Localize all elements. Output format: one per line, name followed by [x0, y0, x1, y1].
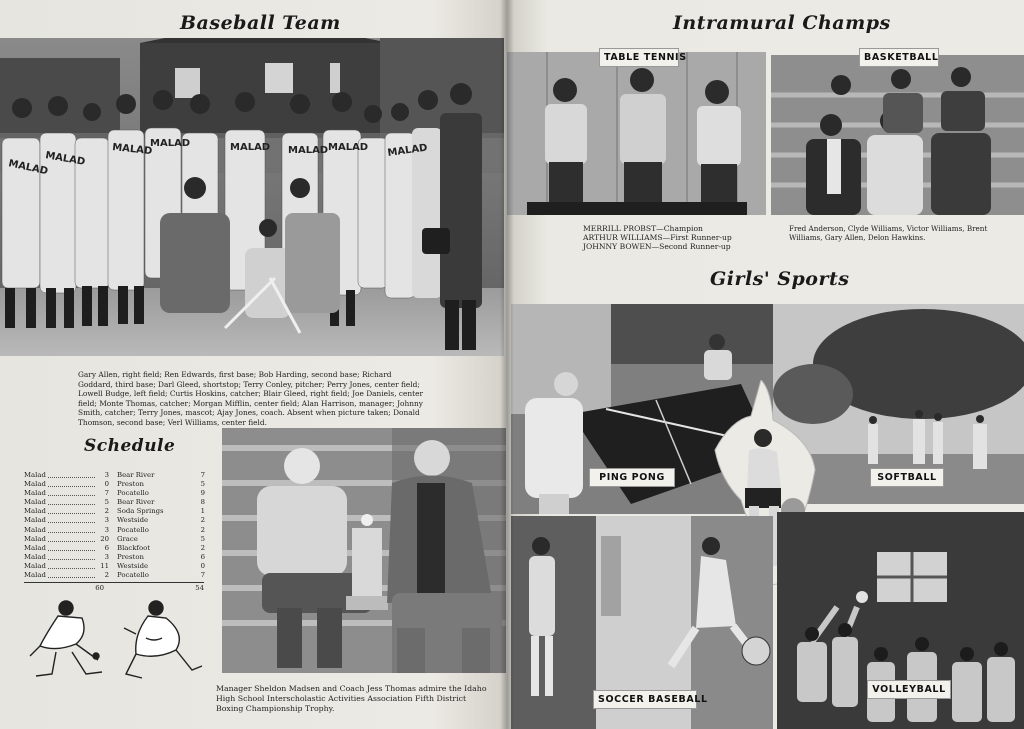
- volleyball-label: VOLLEYBALL: [867, 680, 951, 699]
- schedule-total-opponents: 54: [104, 582, 204, 592]
- jersey-text: MALAD: [288, 145, 329, 156]
- schedule-leader-dots: [48, 526, 95, 533]
- basketball-caption: Fred Anderson, Clyde Williams, Victor Williams, Brent Williams, Gary Allen, Delon Hawkins.: [789, 224, 988, 243]
- schedule-opponent: Preston: [117, 480, 144, 489]
- schedule-team: Malad: [24, 552, 46, 561]
- schedule-opponent-score: 2: [200, 516, 205, 525]
- schedule-team: Malad: [24, 489, 46, 498]
- baseball-cartoon-illustration: [26, 594, 206, 686]
- schedule-row: [24, 516, 214, 525]
- book-gutter: [500, 0, 514, 729]
- schedule-opponent-score: 2: [200, 543, 205, 552]
- schedule-leader-dots: [48, 544, 95, 551]
- schedule-opponent: Preston: [117, 552, 144, 561]
- schedule-leader-dots: [48, 471, 95, 478]
- schedule-totals: [24, 582, 214, 592]
- trophy-photo: [222, 428, 506, 673]
- basketball-photo: [771, 55, 1024, 215]
- schedule-opponent-score: 1: [200, 507, 205, 516]
- schedule-opponent-score: 0: [200, 561, 205, 570]
- schedule-team: Malad: [24, 543, 46, 552]
- schedule-leader-dots: [48, 489, 95, 496]
- schedule-opponent: Pocatello: [117, 571, 149, 580]
- schedule-malad-score: 2: [104, 571, 109, 580]
- schedule-team: Malad: [24, 498, 46, 507]
- baseball-team-title: Baseball Team: [180, 12, 341, 34]
- schedule-row: [24, 480, 214, 489]
- table-tennis-champion: MERRILL PROBST—Champion: [583, 224, 703, 233]
- schedule-opponent: Bear River: [117, 498, 155, 507]
- schedule-opponent: Blackfoot: [117, 543, 151, 552]
- schedule-malad-score: 0: [104, 480, 109, 489]
- schedule-team: Malad: [24, 480, 46, 489]
- schedule-opponent-score: 5: [200, 480, 205, 489]
- schedule-leader-dots: [48, 535, 95, 542]
- jersey-text: MALAD: [328, 142, 369, 153]
- intramural-champs-title: Intramural Champs: [673, 12, 891, 34]
- soccer-baseball-label: SOCCER BASEBALL: [593, 690, 697, 709]
- jersey-text: MALAD: [44, 150, 86, 168]
- schedule-leader-dots: [48, 562, 95, 569]
- jersey-text: MALAD: [111, 142, 153, 158]
- table-tennis-first-runner-up: ARTHUR WILLIAMS—First Runner-up: [583, 233, 732, 243]
- jersey-text: MALAD: [150, 138, 191, 149]
- schedule-team: Malad: [24, 561, 46, 570]
- left-page: [0, 0, 507, 729]
- baseball-team-photo: [0, 38, 504, 356]
- schedule-leader-dots: [48, 507, 95, 514]
- jersey-text: MALAD: [230, 142, 271, 153]
- schedule-row: [24, 553, 214, 562]
- schedule-opponent: Pocatello: [117, 489, 149, 498]
- schedule-row: [24, 544, 214, 553]
- schedule-row: [24, 571, 214, 580]
- schedule-leader-dots: [48, 498, 95, 505]
- right-page: [507, 0, 1024, 729]
- trophy-caption: Manager Sheldon Madsen and Coach Jess Thomas admire the Idaho High School Interscholastic Activities Association Fifth District Boxing Championship Trophy.: [216, 684, 487, 713]
- schedule-table: [24, 471, 214, 592]
- table-tennis-label: TABLE TENNIS: [599, 48, 679, 67]
- jersey-text: MALAD: [386, 142, 429, 159]
- schedule-opponent-score: 7: [200, 571, 205, 580]
- schedule-opponent: Soda Springs: [117, 507, 164, 516]
- schedule-row: [24, 489, 214, 498]
- schedule-team: Malad: [24, 516, 46, 525]
- schedule-malad-score: 3: [104, 525, 109, 534]
- schedule-opponent-score: 6: [200, 552, 205, 561]
- schedule-row: [24, 562, 214, 571]
- schedule-row: [24, 526, 214, 535]
- table-tennis-second-runner-up: JOHNNY BOWEN—Second Runner-up: [583, 242, 731, 252]
- softball-label: SOFTBALL: [870, 468, 944, 487]
- schedule-row: [24, 471, 214, 480]
- schedule-malad-score: 3: [104, 471, 109, 479]
- schedule-opponent: Westside: [117, 561, 149, 570]
- table-tennis-caption: [583, 224, 763, 252]
- schedule-opponent: Bear River: [117, 471, 155, 479]
- schedule-opponent-score: 9: [200, 489, 205, 498]
- schedule-malad-score: 7: [104, 489, 109, 498]
- schedule-malad-score: 11: [100, 561, 109, 570]
- girls-sports-title: Girls' Sports: [710, 268, 850, 290]
- schedule-team: Malad: [24, 507, 46, 516]
- schedule-opponent: Pocatello: [117, 525, 149, 534]
- schedule-leader-dots: [48, 516, 95, 523]
- schedule-row: [24, 498, 214, 507]
- schedule-row: [24, 507, 214, 516]
- schedule-team: Malad: [24, 534, 46, 543]
- ping-pong-label: PING PONG: [589, 468, 675, 487]
- schedule-malad-score: 20: [100, 534, 109, 543]
- schedule-malad-score: 3: [104, 552, 109, 561]
- schedule-opponent-score: 2: [200, 525, 205, 534]
- schedule-opponent-score: 5: [200, 534, 205, 543]
- schedule-opponent-score: 7: [200, 471, 205, 479]
- schedule-leader-dots: [48, 480, 95, 487]
- jersey-text: MALAD: [7, 158, 49, 178]
- schedule-leader-dots: [48, 571, 95, 578]
- schedule-opponent-score: 8: [200, 498, 205, 507]
- schedule-malad-score: 5: [104, 498, 109, 507]
- schedule-team: Malad: [24, 525, 46, 534]
- schedule-team: Malad: [24, 571, 46, 580]
- table-tennis-photo: [507, 52, 766, 215]
- schedule-malad-score: 3: [104, 516, 109, 525]
- schedule-opponent: Westside: [117, 516, 149, 525]
- schedule-row: [24, 535, 214, 544]
- schedule-title: Schedule: [84, 436, 176, 456]
- basketball-label: BASKETBALL: [859, 48, 939, 67]
- schedule-leader-dots: [48, 553, 95, 560]
- schedule-malad-score: 6: [104, 543, 109, 552]
- team-roster-caption: Gary Allen, right field; Ren Edwards, first base; Bob Harding, second base; Richard Goddard, third base; Darl Gleed, shortstop; Terry Conley, pitcher; Perry Jones, center field; Lowell Budge, left field; Curtis Hoskins, catcher; Blair Gleed, right field; Joe Daniels, center field; Monte Thomas, catcher; Morgan Mifflin, center field; Alan Harrison, manager; Johnny Smith, catcher; Terry Jones, mascot; Ajay Jones, coach. Absent when picture taken; Donald Thomson, second base; Verl Williams, center field.: [78, 370, 424, 427]
- schedule-team: Malad: [24, 471, 46, 479]
- schedule-opponent: Grace: [117, 534, 138, 543]
- schedule-malad-score: 2: [104, 507, 109, 516]
- schedule-total-malad: 60: [24, 582, 104, 592]
